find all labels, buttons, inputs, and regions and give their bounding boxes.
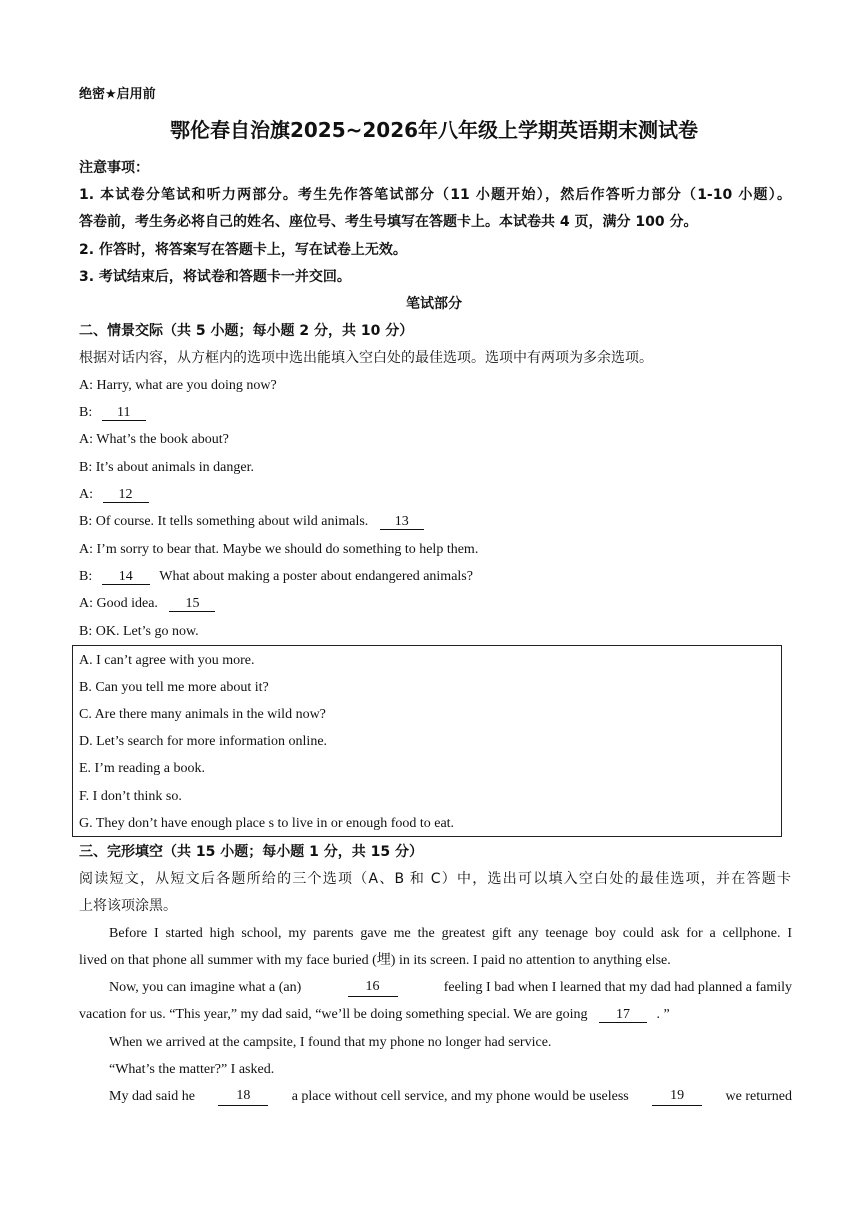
dialogue-line: B: It’s about animals in danger.	[79, 460, 254, 475]
passage-text: My dad said he	[109, 1089, 195, 1104]
passage-text: vacation for us. “This year,” my dad said, “we’ll be doing something special. We are going	[79, 1007, 588, 1022]
dialogue-line: A: Harry, what are you doing now?	[79, 378, 277, 393]
section2-instruction: 根据对话内容，从方框内的选项中选出能填入空白处的最佳选项。选项中有两项为多余选项。	[79, 350, 653, 366]
passage-text: Now, you can imagine what a (an)	[109, 980, 302, 995]
dialogue-text: B: Of course. It tells something about wild animals.	[79, 514, 369, 529]
notice-item-1-line-1: 1. 本试卷分笔试和听力两部分。考生先作答笔试部分（11 小题开始），然后作答听力部分（1-10 小题）。	[79, 187, 791, 203]
dialogue-line	[79, 486, 149, 504]
speaker-label: A:	[79, 487, 93, 502]
answer-blank-16: 16	[348, 979, 398, 997]
dialogue-line	[79, 404, 146, 422]
option-g: G. They don’t have enough place s to live in or enough food to eat.	[79, 816, 455, 831]
speaker-label: B:	[79, 405, 93, 420]
notice-item-1-line-2: 答卷前，考生务必将自己的姓名、座位号、考生号填写在答题卡上。本试卷共 4 页，满分 100 分。	[79, 214, 698, 230]
options-box	[72, 645, 782, 837]
option-e: E. I’m reading a book.	[79, 761, 205, 776]
passage-text: feeling I bad when I learned that my dad had planned a family	[443, 980, 792, 995]
section3-instruction-line-2: 上将该项涂黑。	[79, 898, 177, 914]
dialogue-line	[79, 568, 473, 586]
dialogue-text: What about making a poster about endangered animals?	[159, 569, 473, 584]
dialogue-line	[79, 513, 424, 531]
passage-text: a place without cell service, and my phone would be useless	[291, 1089, 629, 1104]
answer-blank-12: 12	[103, 487, 149, 503]
dialogue-line	[79, 595, 215, 613]
passage-line	[79, 1006, 670, 1024]
passage-text: . ”	[656, 1007, 670, 1022]
notice-item-2: 2. 作答时，将答案写在答题卡上，写在试卷上无效。	[79, 242, 407, 258]
option-d: D. Let’s search for more information online.	[79, 734, 328, 749]
dialogue-line: A: What’s the book about?	[79, 432, 229, 447]
answer-blank-13: 13	[380, 514, 424, 530]
option-b: B. Can you tell me more about it?	[79, 680, 269, 695]
passage-text: we returned	[725, 1089, 792, 1104]
dialogue-text: A: Good idea.	[79, 596, 158, 611]
dialogue-line: A: I’m sorry to bear that. Maybe we should do something to help them.	[79, 542, 479, 557]
passage-line	[109, 1088, 792, 1106]
section2-heading: 二、情景交际（共 5 小题；每小题 2 分，共 10 分）	[79, 323, 414, 339]
notice-item-3: 3. 考试结束后，将试卷和答题卡一并交回。	[79, 269, 351, 285]
dialogue-line: B: OK. Let’s go now.	[79, 624, 199, 639]
passage-line: When we arrived at the campsite, I found that my phone no longer had service.	[109, 1035, 552, 1050]
passage-line	[109, 979, 792, 997]
passage-line: Before I started high school, my parents gave me the greatest gift any teenage boy could ask for a cellphone. I	[109, 926, 792, 941]
option-f: F. I don’t think so.	[79, 789, 182, 804]
answer-blank-15: 15	[169, 596, 215, 612]
written-part-heading: 笔试部分	[406, 296, 462, 312]
option-c: C. Are there many animals in the wild now?	[79, 707, 326, 722]
section3-instruction-line-1: 阅读短文，从短文后各题所给的三个选项（A、B 和 C）中，选出可以填入空白处的最佳选项，并在答题卡	[79, 871, 791, 887]
notice-heading: 注意事项：	[79, 160, 149, 176]
section3-heading: 三、完形填空（共 15 小题；每小题 1 分，共 15 分）	[79, 844, 423, 860]
exam-title: 鄂伦春自治旗2025~2026年八年级上学期英语期末测试卷	[169, 118, 699, 142]
option-a: A. I can’t agree with you more.	[79, 653, 255, 668]
answer-blank-17: 17	[599, 1007, 647, 1023]
answer-blank-14: 14	[102, 569, 150, 585]
answer-blank-19: 19	[652, 1088, 702, 1106]
passage-line: “What’s the matter?” I asked.	[109, 1062, 275, 1077]
confidential-label: 绝密★启用前	[79, 87, 156, 102]
passage-line: lived on that phone all summer with my face buried (埋) in its screen. I paid no attention to anything else.	[79, 953, 671, 968]
speaker-label: B:	[79, 569, 93, 584]
answer-blank-11: 11	[102, 405, 146, 421]
answer-blank-18: 18	[218, 1088, 268, 1106]
